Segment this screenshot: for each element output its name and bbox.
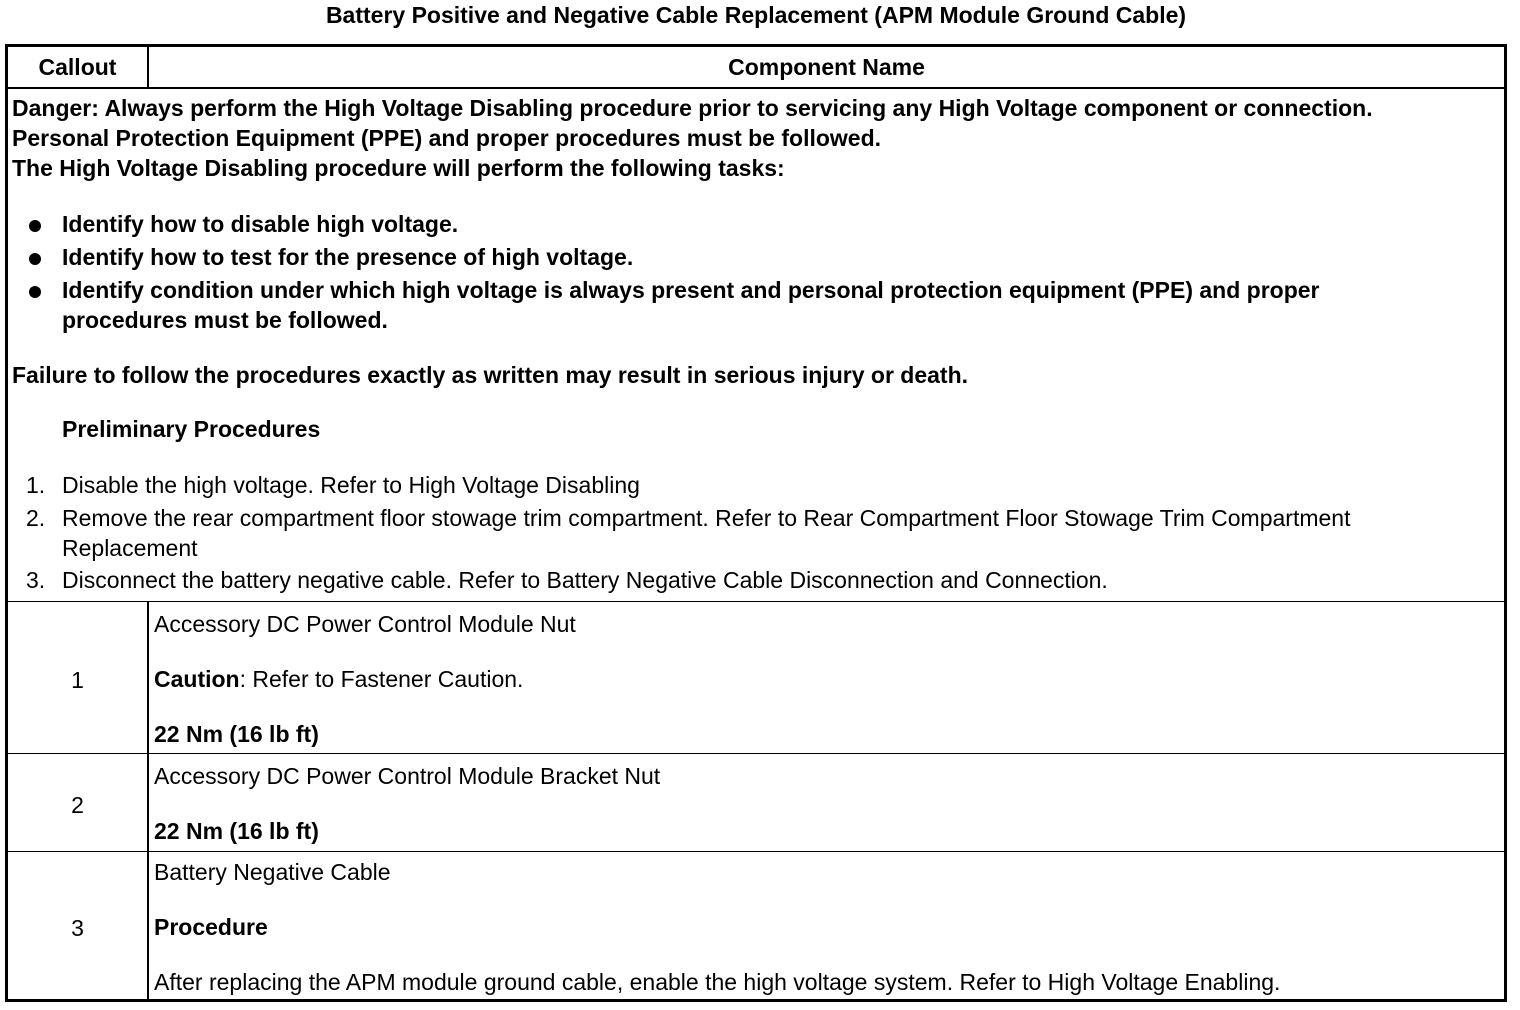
component-name: Accessory DC Power Control Module Nut <box>154 611 576 637</box>
caution-label: Caution <box>154 666 240 692</box>
step-number: 1. <box>26 472 46 498</box>
danger-line-2: Personal Protection Equipment (PPE) and proper procedures must be followed. <box>12 125 882 151</box>
table-row <box>8 754 1504 852</box>
danger-bullet-3-continued: procedures must be followed. <box>62 307 388 333</box>
header-callout: Callout <box>8 47 149 87</box>
preliminary-heading: Preliminary Procedures <box>62 416 321 442</box>
callout-number: 1 <box>71 667 84 693</box>
caution-text: : Refer to Fastener Caution. <box>239 666 524 692</box>
torque-spec: 22 Nm (16 lb ft) <box>154 818 319 844</box>
component-name: Accessory DC Power Control Module Bracket Nut <box>154 763 661 789</box>
danger-line-3: The High Voltage Disabling procedure will perform the following tasks: <box>12 155 785 181</box>
danger-bullet-3: Identify condition under which high voltage is always present and personal protection equipment (PPE) and proper <box>62 277 1320 303</box>
callout-cell <box>8 754 149 851</box>
component-table <box>5 44 1507 1002</box>
procedure-text: After replacing the APM module ground cable, enable the high voltage system. Refer to High Voltage Enabling. <box>154 969 1281 995</box>
step-text: Remove the rear compartment floor stowage trim compartment. Refer to Rear Compartment Floor Stowage Trim Compartment <box>62 505 1351 531</box>
step-text: Disconnect the battery negative cable. Refer to Battery Negative Cable Disconnection and Connection. <box>62 567 1108 593</box>
header-component-name: Component Name <box>728 54 925 80</box>
danger-bullet-2: Identify how to test for the presence of high voltage. <box>62 244 634 270</box>
torque-spec: 22 Nm (16 lb ft) <box>154 721 319 747</box>
danger-notice-cell <box>8 89 1504 602</box>
procedure-label: Procedure <box>154 914 268 940</box>
bullet-icon <box>29 253 41 265</box>
danger-warning: Failure to follow the procedures exactly as written may result in serious injury or death. <box>12 362 969 388</box>
callout-number: 3 <box>71 915 84 941</box>
table-header-row <box>8 47 1504 89</box>
bullet-icon <box>29 220 41 232</box>
component-name: Battery Negative Cable <box>154 859 391 885</box>
danger-bullet-1: Identify how to disable high voltage. <box>62 211 459 237</box>
callout-number: 2 <box>71 792 84 818</box>
bullet-icon <box>29 286 41 298</box>
table-row <box>8 602 1504 754</box>
callout-cell <box>8 852 149 999</box>
step-number: 2. <box>26 505 46 531</box>
step-text-continued: Replacement <box>62 535 198 561</box>
caution-note <box>154 664 523 694</box>
document-title: Battery Positive and Negative Cable Replacement (APM Module Ground Cable) <box>325 2 1187 28</box>
step-number: 3. <box>26 567 46 593</box>
danger-line-1: Danger: Always perform the High Voltage Disabling procedure prior to servicing any High Voltage component or connection. <box>12 95 1373 121</box>
step-text: Disable the high voltage. Refer to High Voltage Disabling <box>62 472 640 498</box>
table-row <box>8 852 1504 999</box>
callout-cell <box>8 602 149 753</box>
